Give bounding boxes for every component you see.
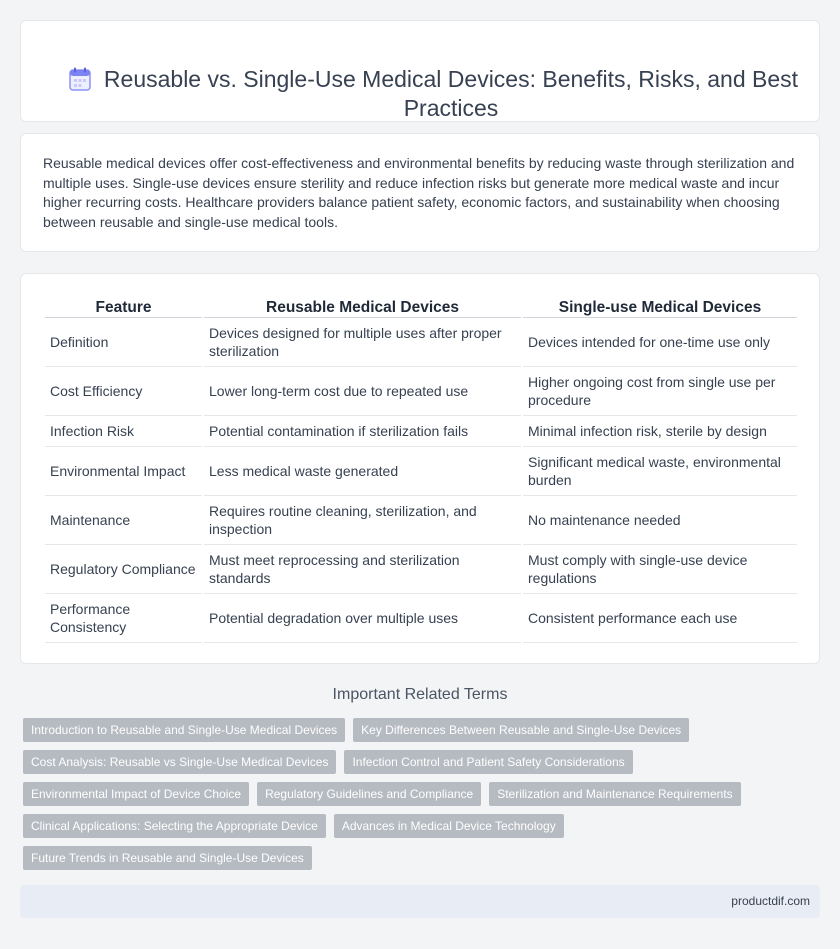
table-cell: Lower long-term cost due to repeated use [204,367,521,416]
related-term-tag[interactable]: Introduction to Reusable and Single-Use Medical Devices [23,718,345,742]
table-row [45,496,797,545]
table-row [45,447,797,496]
table-cell: Regulatory Compliance [45,545,202,594]
table-cell: Potential degradation over multiple uses [204,594,521,643]
comparison-table [43,296,799,643]
related-term-tag[interactable]: Sterilization and Maintenance Requirements [489,782,740,806]
table-cell: Must comply with single-use device regulations [523,545,797,594]
table-cell: Less medical waste generated [204,447,521,496]
table-row [45,416,797,447]
summary-card [20,133,820,252]
calendar-icon [69,67,91,91]
related-term-tag[interactable]: Cost Analysis: Reusable vs Single-Use Medical Devices [23,750,336,774]
site-link[interactable]: productdif.com [731,894,810,908]
page-title: Reusable vs. Single-Use Medical Devices: Benefits, Risks, and Best Practices [103,66,799,121]
table-cell: Potential contamination if sterilization fails [204,416,521,447]
table-cell: Environmental Impact [45,447,202,496]
table-cell: Consistent performance each use [523,594,797,643]
table-row [45,545,797,594]
related-term-tag[interactable]: Key Differences Between Reusable and Single-Use Devices [353,718,689,742]
related-term-tag[interactable]: Regulatory Guidelines and Compliance [257,782,481,806]
title-card [20,20,820,122]
table-row [45,594,797,643]
related-term-tag[interactable]: Clinical Applications: Selecting the Appropriate Device [23,814,326,838]
comparison-table-card [20,273,820,664]
table-cell: Maintenance [45,496,202,545]
table-cell: Must meet reprocessing and sterilization standards [204,545,521,594]
table-cell: Definition [45,318,202,367]
table-cell: Cost Efficiency [45,367,202,416]
footer [20,885,820,918]
table-cell: Devices intended for one-time use only [523,318,797,367]
table-cell: Performance Consistency [45,594,202,643]
table-cell: No maintenance needed [523,496,797,545]
related-term-tag[interactable]: Advances in Medical Device Technology [334,814,564,838]
related-terms-list [23,718,823,878]
related-terms-title: Important Related Terms [332,686,508,703]
related-term-tag[interactable]: Infection Control and Patient Safety Considerations [344,750,632,774]
column-header: Single-use Medical Devices [523,296,797,318]
related-term-tag[interactable]: Environmental Impact of Device Choice [23,782,249,806]
table-cell: Devices designed for multiple uses after proper sterilization [204,318,521,367]
column-header: Reusable Medical Devices [204,296,521,318]
table-cell: Higher ongoing cost from single use per procedure [523,367,797,416]
table-header-row [45,296,797,318]
related-term-tag[interactable]: Future Trends in Reusable and Single-Use Devices [23,846,312,870]
table-row [45,318,797,367]
table-cell: Minimal infection risk, sterile by design [523,416,797,447]
table-cell: Significant medical waste, environmental burden [523,447,797,496]
summary-text: Reusable medical devices offer cost-effectiveness and environmental benefits by reducing waste through sterilization and multiple uses. Single-use devices ensure sterility and reduce infection risks but generate more medical waste and incur higher recurring costs. Healthcare providers balance patient safety, economic factors, and sustainability when choosing between reusable and single-use medical tools. [43,155,795,230]
table-row [45,367,797,416]
table-cell: Infection Risk [45,416,202,447]
column-header: Feature [45,296,202,318]
table-cell: Requires routine cleaning, sterilization, and inspection [204,496,521,545]
